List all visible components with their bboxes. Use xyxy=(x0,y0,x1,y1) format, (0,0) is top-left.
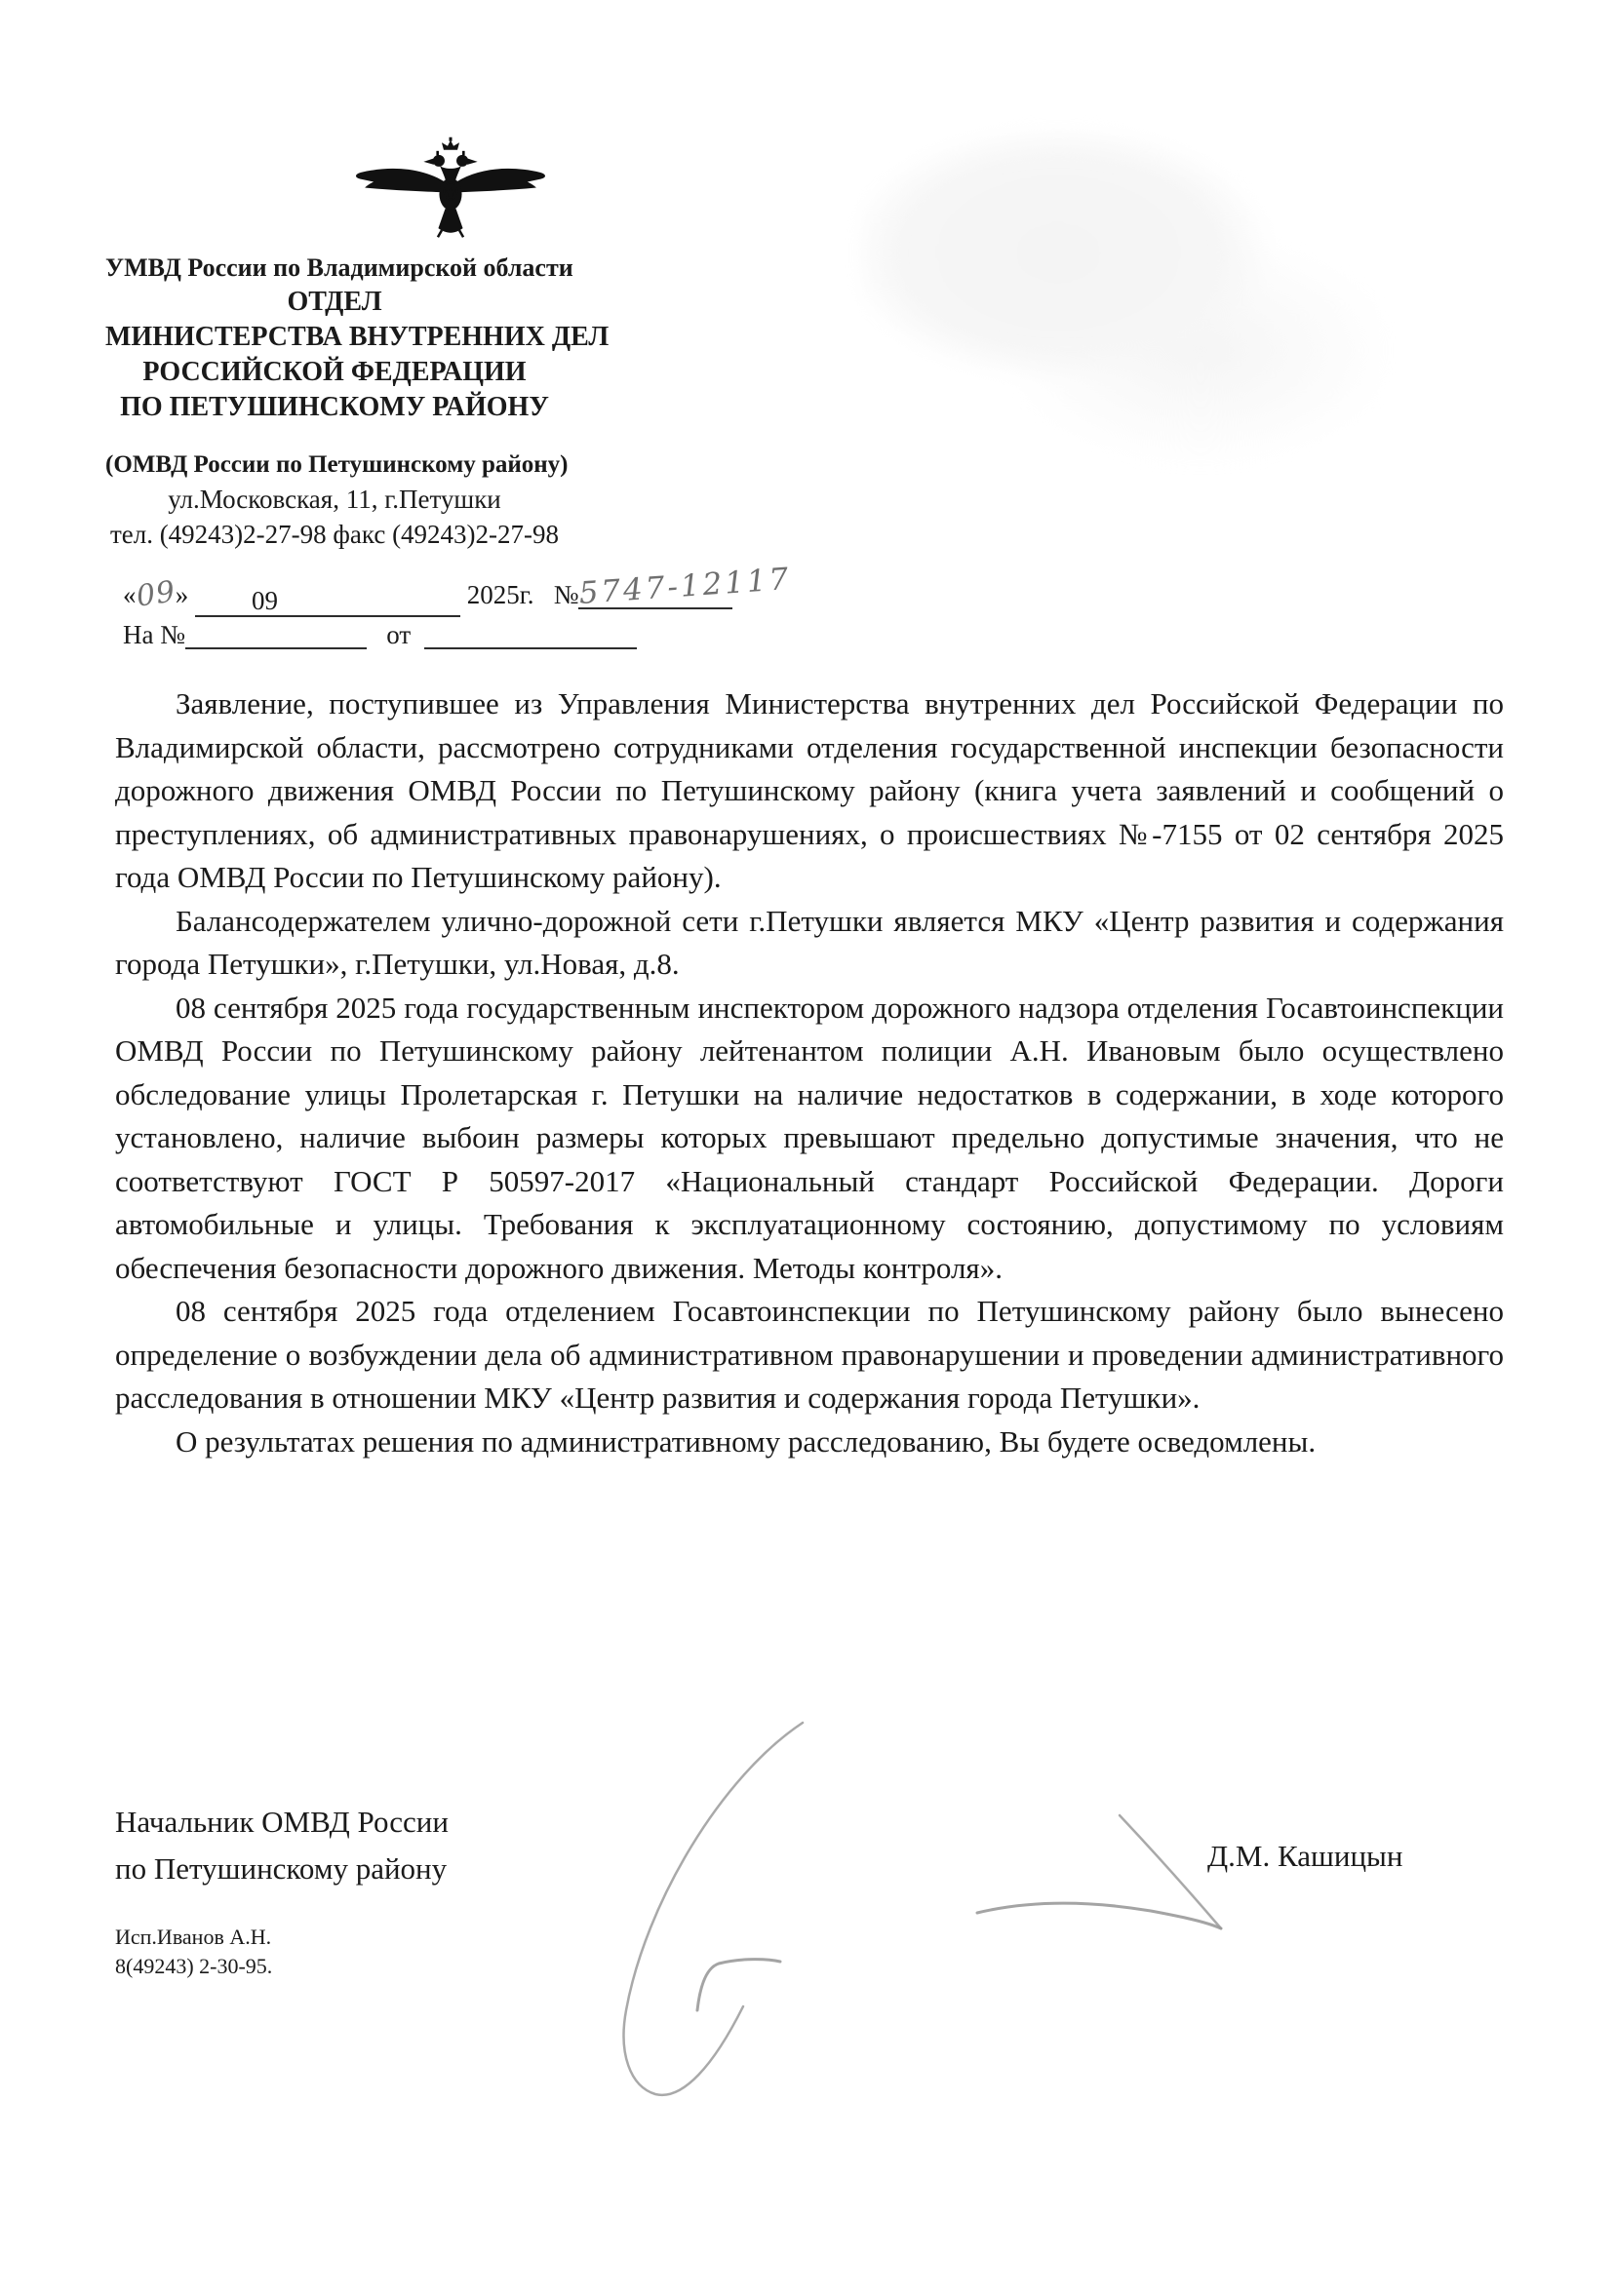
position-line-1: Начальник ОМВД России xyxy=(115,1805,449,1839)
typed-month: 09 xyxy=(251,586,278,615)
org-name-line2: ОТДЕЛ xyxy=(287,287,382,317)
signature-scrawl-icon xyxy=(546,1657,1287,2125)
handwritten-day: 09 xyxy=(134,574,177,614)
org-short-name: (ОМВД России по Петушинскому району) xyxy=(105,451,569,478)
paragraph-1: Заявление, поступившее из Управления Министерства внутренних дел Российской Федерации по Владимирской области, рассмотрено сотрудниками отделения государственной инспекции безопасности дорожного движения ОМВД России по Петушинскому району (книга учета заявлений и сообщений о преступлениях, об административных правонарушениях, о происшествиях №-7155 от 02 сентября 2025 года ОМВД России по Петушинскому району). xyxy=(115,686,1504,894)
paragraph-3: 08 сентября 2025 года государственным инспектором дорожного надзора отделения Госавтоинспекции ОМВД России по Петушинскому району лейтенантом полиции А.Н. Ивановым было осуществлено обследование улицы Пролетарская г. Петушки на наличие недостатков в содержании, в ходе которого установлено, наличие выбоин размеры которых превышают предельно допустимые значения, что не соответствуют ГОСТ Р 50597-2017 «Национальный стандарт Российской Федерации. Дороги автомобильные и улицы. Требования к эксплуатационному состоянию, допустимому по условиям обеспечения безопасности дорожного движения. Методы контроля». xyxy=(115,990,1504,1285)
day-quote-close: » xyxy=(175,580,189,609)
scan-artifact-blob xyxy=(858,127,1385,487)
day-quote-open: « xyxy=(123,580,137,609)
signatory-name: Д.М. Кашицын xyxy=(1207,1839,1403,1873)
signatory-position xyxy=(115,1799,449,1892)
org-name-line5: ПО ПЕТУШИНСКОМУ РАЙОНУ xyxy=(120,392,549,422)
org-name-line3: МИНИСТЕРСТВА ВНУТРЕННИХ ДЕЛ xyxy=(105,322,610,352)
paragraph-5: О результатах решения по административному расследованию, Вы будете осведомлены. xyxy=(176,1423,1317,1459)
reference-row xyxy=(123,618,806,650)
executor-name: Исп.Иванов А.Н. xyxy=(115,1925,272,1949)
na-number-label: На № xyxy=(123,620,185,649)
ot-label: от xyxy=(386,620,412,649)
executor-phone: 8(49243) 2-30-95. xyxy=(115,1954,273,1978)
position-line-2: по Петушинскому району xyxy=(115,1851,448,1886)
paragraph-2: Балансодержателем улично-дорожной сети г.Петушки является МКУ «Центр развития и содержания города Петушки», г.Петушки, ул.Новая, д.8. xyxy=(115,903,1504,981)
org-address: ул.Московская, 11, г.Петушки xyxy=(168,485,501,514)
number-sign-label: № xyxy=(553,580,579,609)
org-name-line4: РОССИЙСКОЙ ФЕДЕРАЦИИ xyxy=(142,357,527,387)
handwritten-outgoing-number: 5747-12117 xyxy=(577,561,793,611)
letterhead xyxy=(105,136,610,552)
month-blank-line xyxy=(195,586,460,617)
incoming-number-blank xyxy=(185,618,367,649)
year-label: 2025г. xyxy=(466,580,534,609)
executor-block xyxy=(115,1923,272,1981)
incoming-date-blank xyxy=(424,618,637,649)
number-blank-line xyxy=(577,561,793,611)
mvd-double-eagle-emblem-icon xyxy=(345,136,556,244)
date-and-number-row xyxy=(123,561,864,617)
paragraph-4: 08 сентября 2025 года отделением Госавтоинспекции по Петушинскому району было вынесено определение о возбуждении дела об административном правонарушении и проведении административного расследования в отношении МКУ «Центр развития и содержания города Петушки». xyxy=(115,1294,1504,1415)
org-name-line1: УМВД России по Владимирской области xyxy=(105,253,573,282)
org-phone-fax: тел. (49243)2-27-98 факс (49243)2-27-98 xyxy=(109,520,560,549)
letter-body xyxy=(115,682,1504,1463)
